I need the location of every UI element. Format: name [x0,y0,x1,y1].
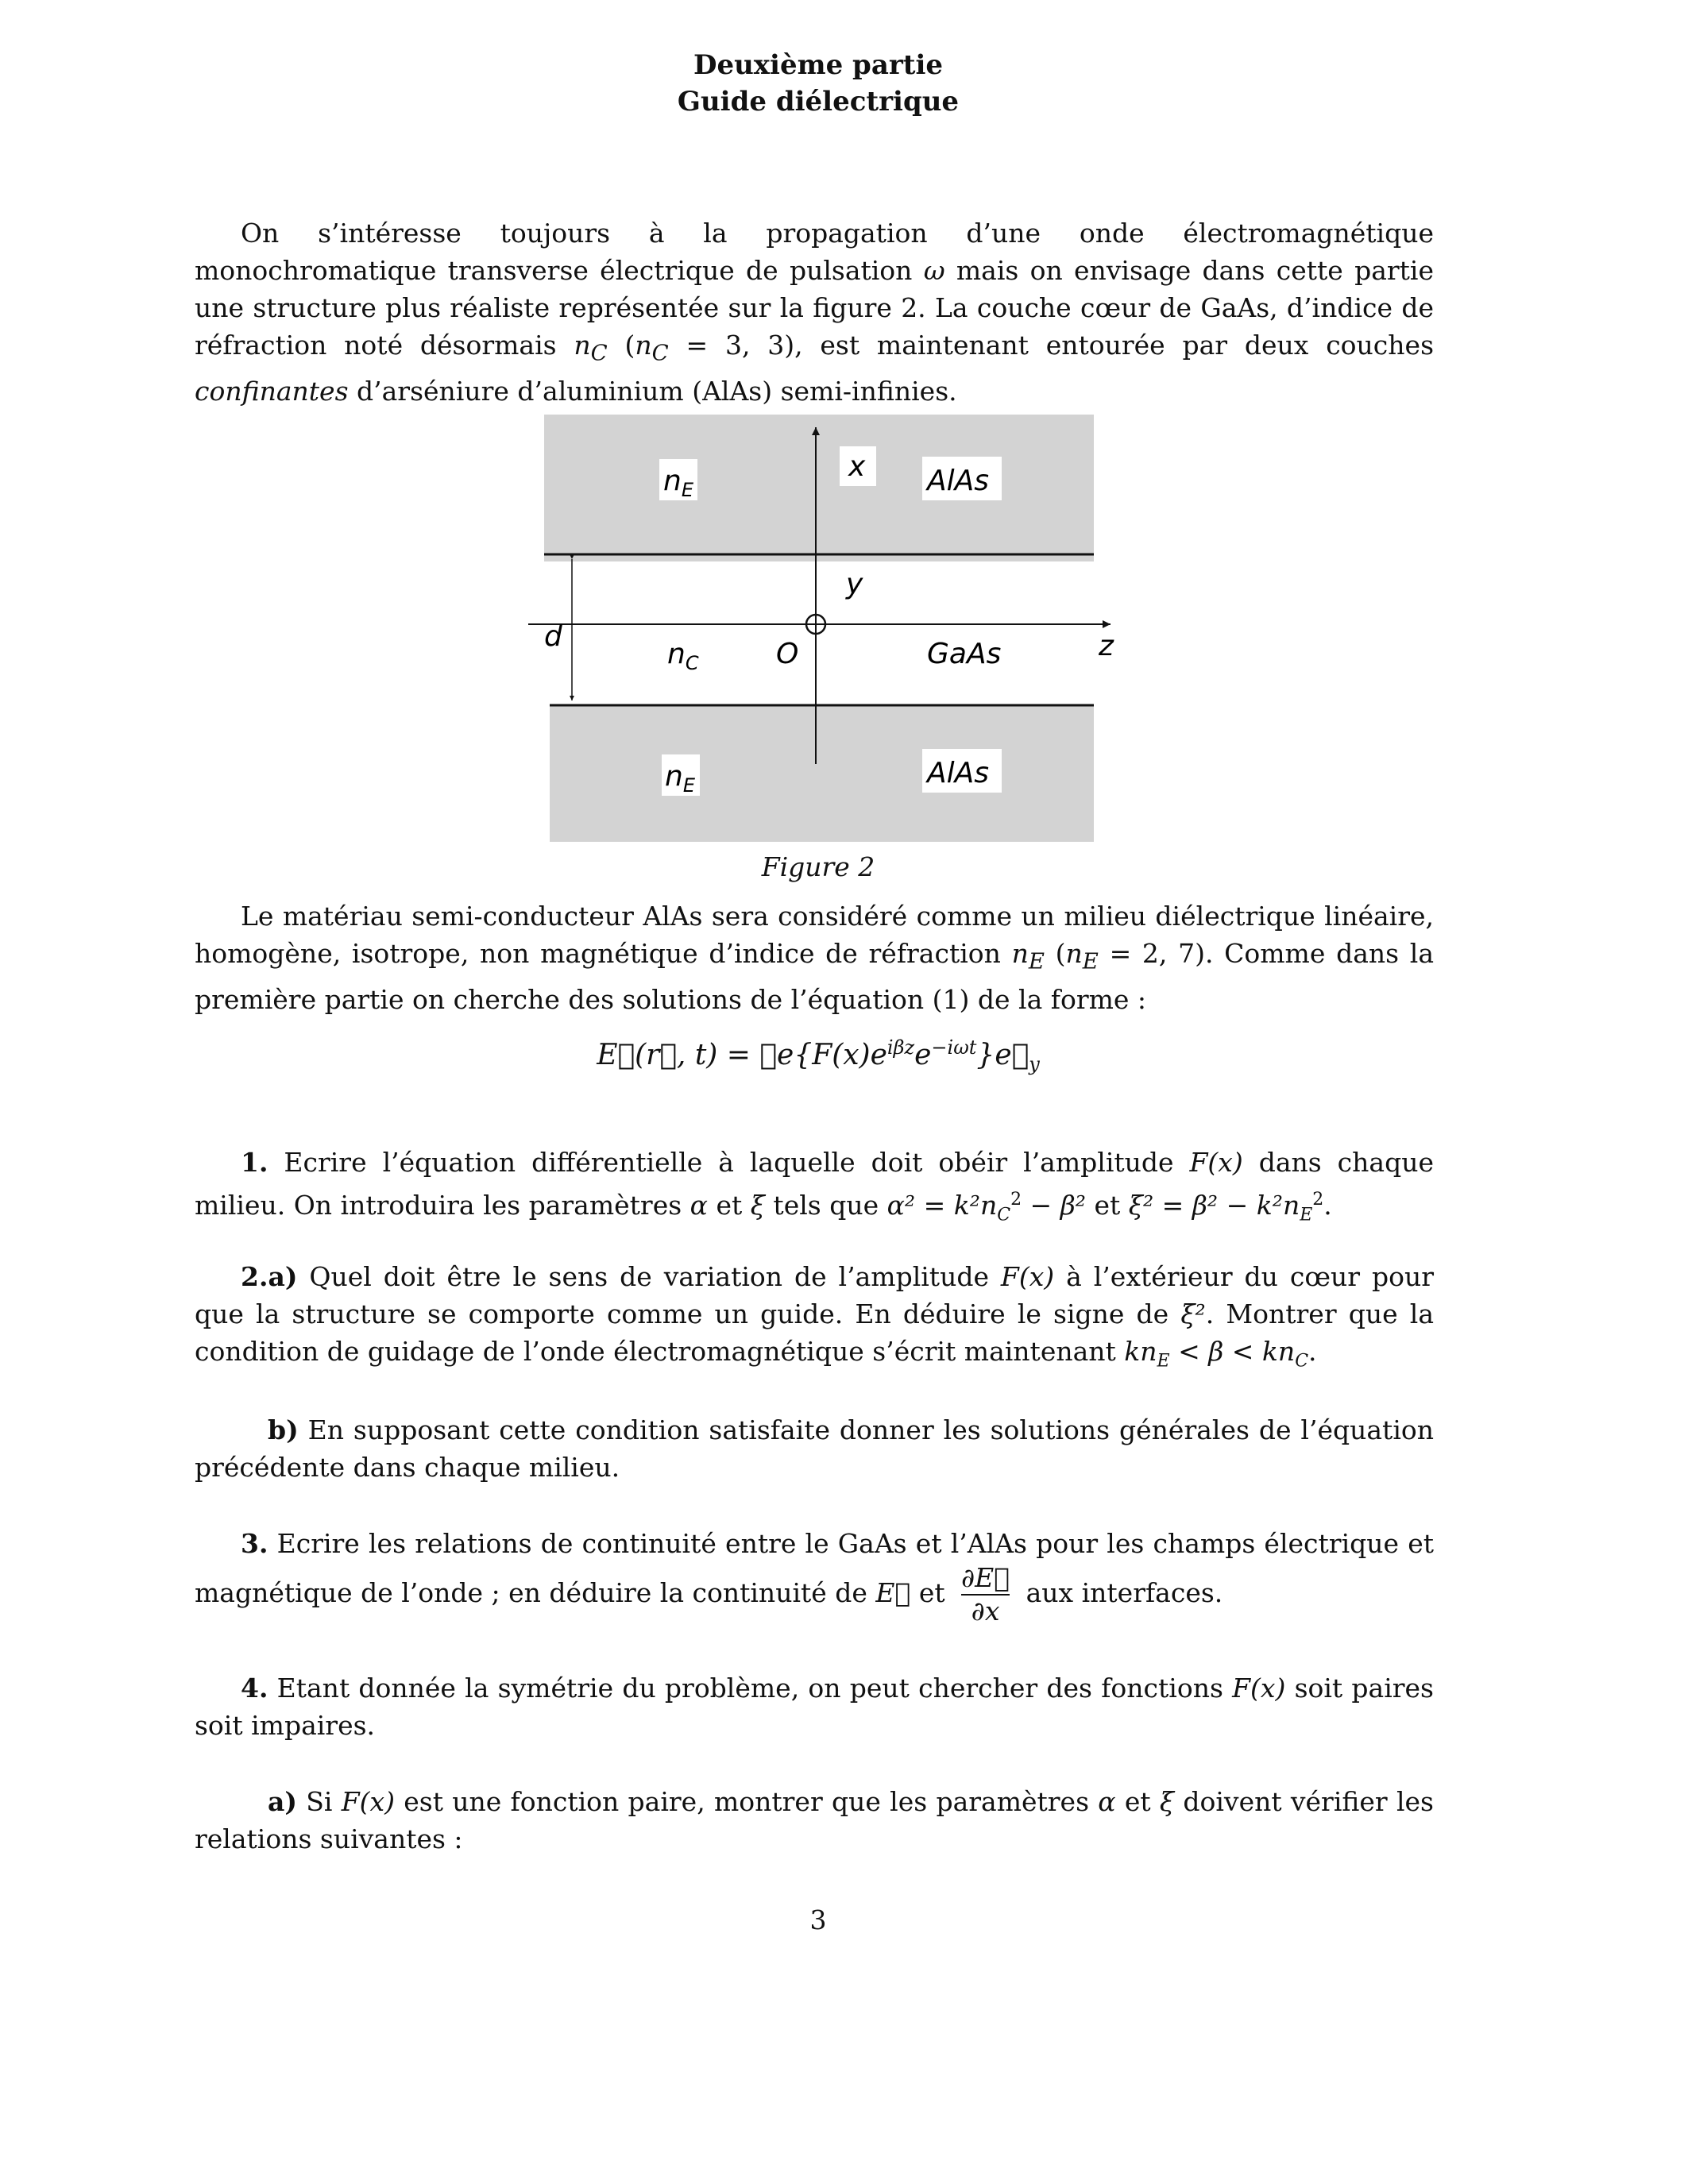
part-subtitle: Guide diélectrique [677,86,960,118]
derivative-fraction: $\frac{\partial E⃗}{\partial x}$ [961,1562,1010,1626]
gaas-label: GaAs [927,638,1002,670]
field-equation: E⃗(r⃗, $t) = 𝓡e\{F(x)e^{i\beta z}e^{-i\omega t}\}e⃗_y$ [597,1036,1040,1076]
question-1: 1. Ecrire l’équation différentielle à laquelle doit obéir l’amplitude F(x) dans chaque milieu. On introduira les paramètres α et ξ tels que $\alpha^2 = k^2n_C^2 - \beta^2$ et $\xi^2 = \beta^2 - k^2n_E^2$. [195,1147,1434,1225]
page-number: 3 [809,1904,827,1935]
ne-top-label: $n_E$ [663,465,693,501]
alas-top-layer [544,415,1094,561]
question-4: 4. Etant donnée la symétrie du problème, on peut chercher des fonctions F(x) soit paires soit impaires. [195,1673,1434,1741]
alas-bottom-layer [550,705,1094,842]
alas-top-label: AlAs [927,465,990,497]
nc-label: $n_C$ [667,638,699,674]
z-axis-label: z [1099,630,1114,662]
y-axis-label: y [846,568,863,600]
waveguide-figure [0,405,1688,850]
material-paragraph: Le matériau semi-conducteur AlAs sera considéré comme un milieu diélectrique linéaire, homogène, isotrope, non magnétique d’indice de réfraction $n_E$ ($n_E = 2$, 7). Comme dans la première partie on cherche des solutions de l’équation (1) de la forme : [195,901,1434,1015]
part-title: Deuxième partie [693,49,944,81]
x-axis-label: x [848,450,866,483]
thickness-label: d [544,620,562,653]
intro-paragraph: On s’intéresse toujours à la propagation d’une onde électromagnétique monochromatique transverse électrique de pulsation ω mais on envisage dans cette partie une structure plus réaliste représentée sur la figure 2. La couche cœur de GaAs, d’indice de réfraction noté désormais $n_C$ ($n_C = 3$, 3), est maintenant entourée par deux couches confinantes d’arséniure d’aluminium (AlAs) semi-infinies. [195,218,1435,407]
figure-caption: Figure 2 [761,851,875,882]
ne-bottom-label: $n_E$ [665,760,695,797]
alas-bottom-label: AlAs [927,757,990,789]
question-4a: a) Si F(x) est une fonction paire, montrer que les paramètres α et ξ doivent vérifier les relations suivantes : [195,1786,1434,1854]
question-2b: b) En supposant cette condition satisfaite donner les solutions générales de l’équation précédente dans chaque milieu. [195,1414,1434,1483]
question-3: 3. Ecrire les relations de continuité entre le GaAs et l’AlAs pour les champs électrique et magnétique de l’onde ; en déduire la continuité de E⃗ et $\frac{\partial E⃗}{\partial x}$ aux interfaces. [195,1528,1434,1626]
origin-label: O [776,638,799,670]
question-2a: 2.a) Quel doit être le sens de variation de l’amplitude F(x) à l’extérieur du cœur pour que la structure se comporte comme un guide. En déduire le signe de ξ². Montrer que la condition de guidage de l’onde électromagnétique s’écrit maintenant $kn_E < \beta < kn_C$. [195,1261,1434,1372]
